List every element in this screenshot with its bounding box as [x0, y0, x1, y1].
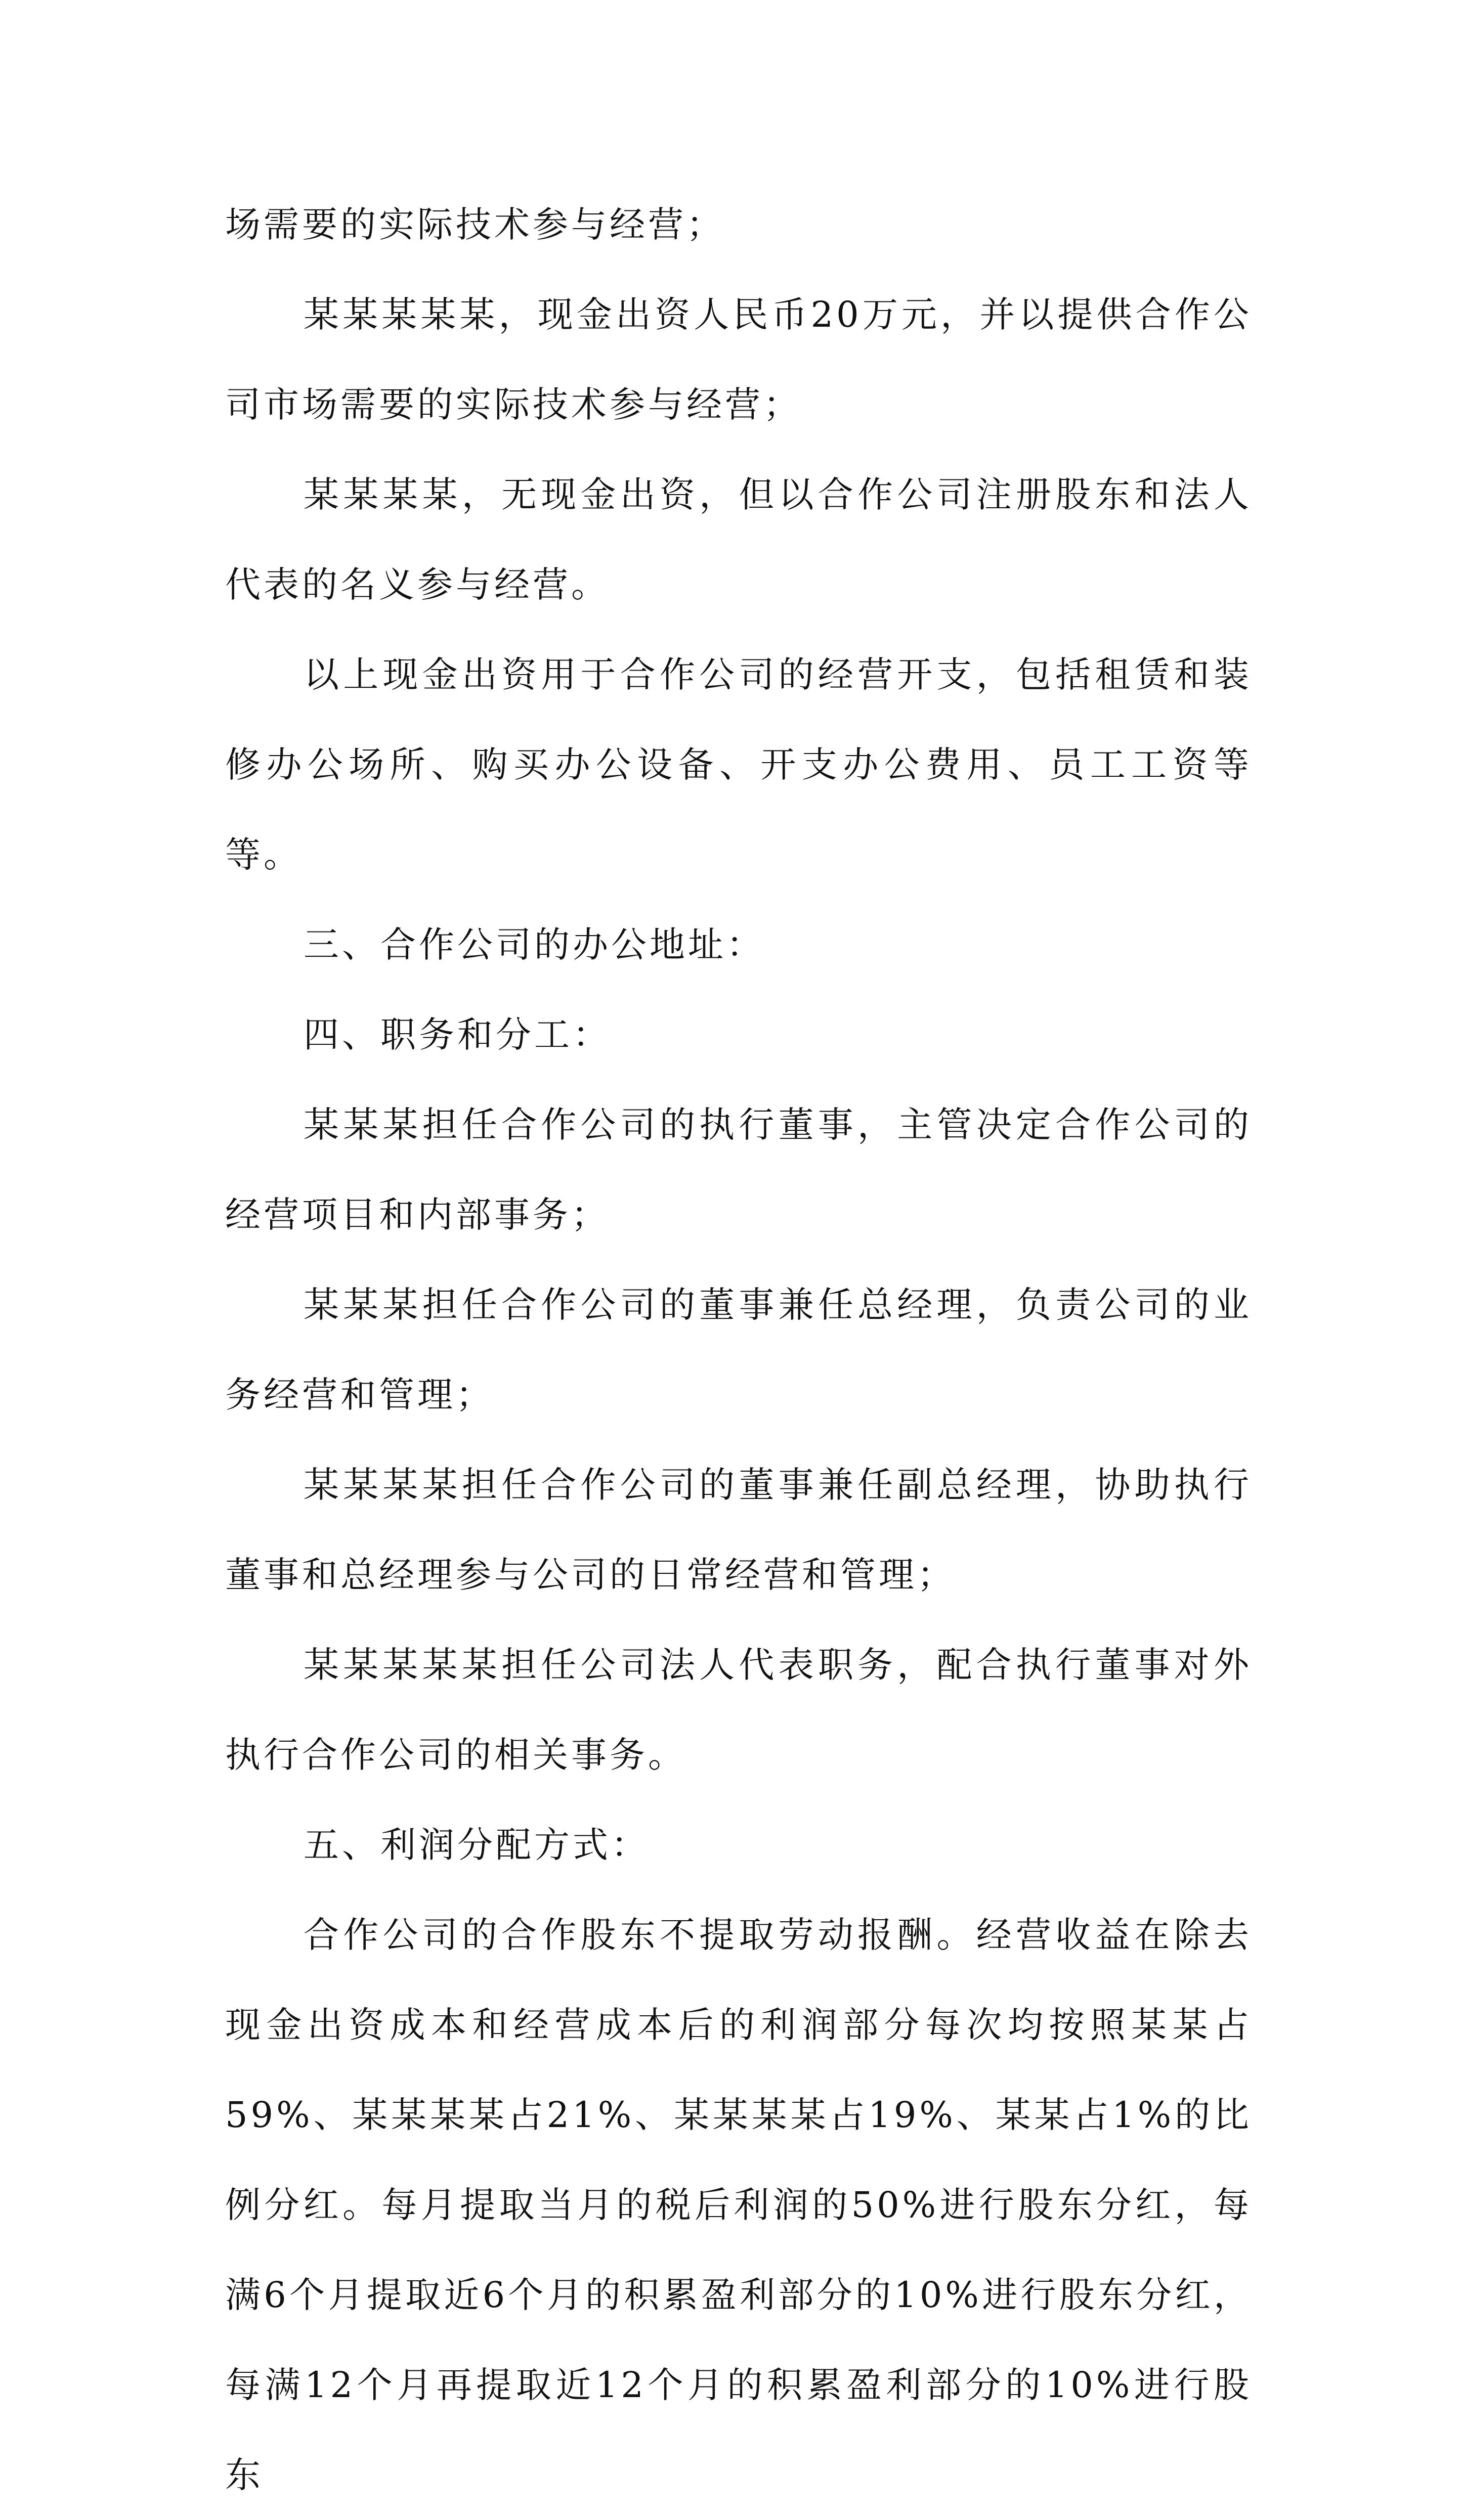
paragraph-8: 某某某担任合作公司的董事兼任总经理，负责公司的业务经营和管理； — [225, 1284, 1252, 1416]
document-body — [225, 180, 1252, 2520]
paragraph-1: 场需要的实际技术参与经营； — [225, 204, 725, 245]
section-heading-duties: 四、职务和分工： — [304, 1014, 611, 1055]
paragraph-10: 某某某某某担任公司法人代表职务，配合执行董事对外执行合作公司的相关事务。 — [225, 1644, 1252, 1776]
paragraph-2: 某某某某某，现金出资人民币20万元，并以提供合作公司市场需要的实际技术参与经营； — [225, 294, 1252, 425]
paragraph-4: 以上现金出资用于合作公司的经营开支，包括租赁和装修办公场所、购买办公设备、开支办公费用、员工工资等等。 — [225, 654, 1252, 875]
section-heading-profit-distribution: 五、利润分配方式： — [304, 1824, 650, 1866]
section-heading-office-address: 三、合作公司的办公地址： — [304, 924, 765, 965]
paragraph-12: 合作公司的合作股东不提取劳动报酬。经营收益在除去现金出资成本和经营成本后的利润部分每次均按照某某占59%、某某某某占21%、某某某某占19%、某某占1%的比例分红。每月提取当月的税后利润的50%进行股东分红，每满6个月提取近6个月的积累盈利部分的10%进行股东分红，每满12个月再提取近12个月的积累盈利部分的10%进行股东 — [225, 1914, 1252, 2496]
paragraph-9: 某某某某担任合作公司的董事兼任副总经理，协助执行董事和总经理参与公司的日常经营和管理； — [225, 1464, 1252, 1596]
paragraph-7: 某某某担任合作公司的执行董事，主管决定合作公司的经营项目和内部事务； — [225, 1104, 1252, 1235]
paragraph-3: 某某某某，无现金出资，但以合作公司注册股东和法人代表的名义参与经营。 — [225, 474, 1252, 605]
